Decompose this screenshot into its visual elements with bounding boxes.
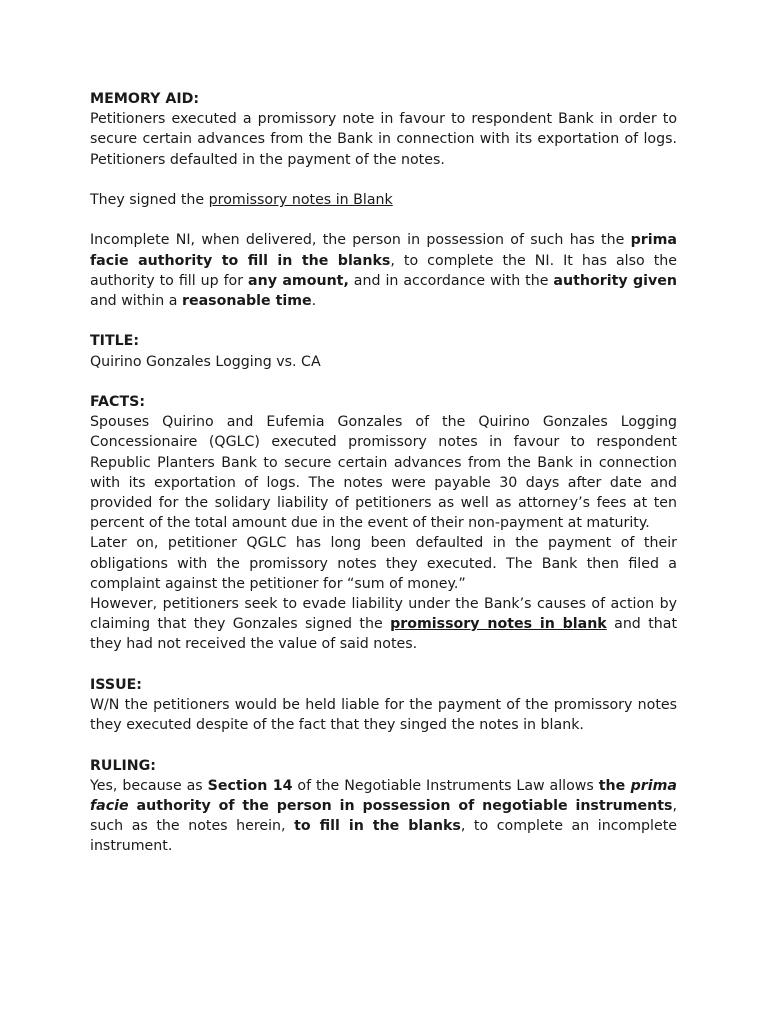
- ruling-text-g: , such as the notes herein,: [90, 798, 677, 835]
- signed-blank-text: They signed the: [90, 192, 209, 208]
- memory-aid-paragraph: Petitioners executed a promissory note in favour to respondent Bank in order to secure certain advances from the Bank in connection with its exportation of logs. Petitioners defaulted in the payment of the notes.: [90, 111, 677, 168]
- incomplete-ni-bold-f: authority given: [553, 272, 677, 289]
- issue-heading: ISSUE:: [90, 676, 142, 693]
- spacer: [90, 210, 677, 230]
- ruling-text-i: , to complete an incomplete instrument.: [90, 818, 677, 855]
- facts-paragraph-1: Spouses Quirino and Eufemia Gonzales of the Quirino Gonzales Logging Concessionaire (QGLC) executed promissory notes in favour to respondent Republic Planters Bank to secure certain advances from the Bank in connection with its exportation of logs. The notes were payable 30 days after date and provided for the solidary liability of petitioners as well as attorney’s fees at ten percent of the total amount due in the event of their non-payment at maturity.: [90, 414, 677, 532]
- issue-paragraph: W/N the petitioners would be held liable for the payment of the promissory notes they executed despite of the fact that they singed the notes in blank.: [90, 697, 677, 734]
- spacer: [90, 735, 677, 755]
- ruling-heading: RULING:: [90, 757, 156, 774]
- facts-p3-text-a: However, petitioners seek to evade liability under the Bank’s causes of action by claiming that they Gonzales signed the: [90, 596, 677, 633]
- spacer: [90, 170, 677, 190]
- incomplete-ni-text-c: , to complete the NI. It has also the authority to fill up for: [90, 252, 677, 289]
- incomplete-ni-text-e: and in accordance with the: [348, 272, 554, 289]
- ruling-text-a: Yes, because as: [90, 777, 208, 794]
- facts-heading: FACTS:: [90, 393, 146, 410]
- case-title: Quirino Gonzales Logging vs. CA: [90, 353, 321, 370]
- ruling-bold-italic-e: prima facie: [90, 777, 677, 815]
- signed-blank-underlined: promissory notes in Blank: [208, 192, 393, 208]
- incomplete-ni-text-a: Incomplete NI, when delivered, the person in possession of such has the: [90, 232, 631, 249]
- facts-paragraph-2: Later on, petitioner QGLC has long been defaulted in the payment of their obligations with the promissory notes they executed. The Bank then filed a complaint against the petitioner for “sum of money.”: [90, 535, 677, 592]
- incomplete-ni-text-i: .: [311, 293, 317, 309]
- title-heading: TITLE:: [90, 333, 140, 350]
- ruling-bold-b: Section 14: [207, 777, 293, 794]
- spacer: [90, 311, 677, 331]
- facts-paragraph-3: [90, 594, 677, 655]
- document-page: [90, 89, 677, 857]
- ruling-bold-h: to fill in the blanks: [294, 818, 461, 835]
- ruling-bold-f: authority of the person in possession of negotiable instruments: [128, 798, 673, 815]
- incomplete-ni-paragraph: [90, 230, 677, 311]
- incomplete-ni-bold-h: reasonable time: [181, 293, 312, 309]
- ruling-text-c: of the Negotiable Instruments Law allows: [292, 777, 599, 794]
- spacer: [90, 655, 677, 675]
- ruling-bold-d: the: [598, 777, 631, 794]
- ruling-paragraph: [90, 776, 677, 857]
- signed-blank-paragraph: [90, 190, 677, 210]
- facts-p3-text-c: and that they had not received the value of said notes.: [90, 616, 678, 653]
- spacer: [90, 372, 677, 392]
- incomplete-ni-bold-b: prima facie authority to fill in the blanks: [90, 232, 677, 269]
- memory-aid-heading: MEMORY AID:: [90, 91, 200, 107]
- facts-p3-bold-underlined: promissory notes in blank: [390, 616, 607, 633]
- incomplete-ni-bold-d: any amount,: [248, 272, 349, 289]
- incomplete-ni-text-g: and within a: [90, 293, 182, 309]
